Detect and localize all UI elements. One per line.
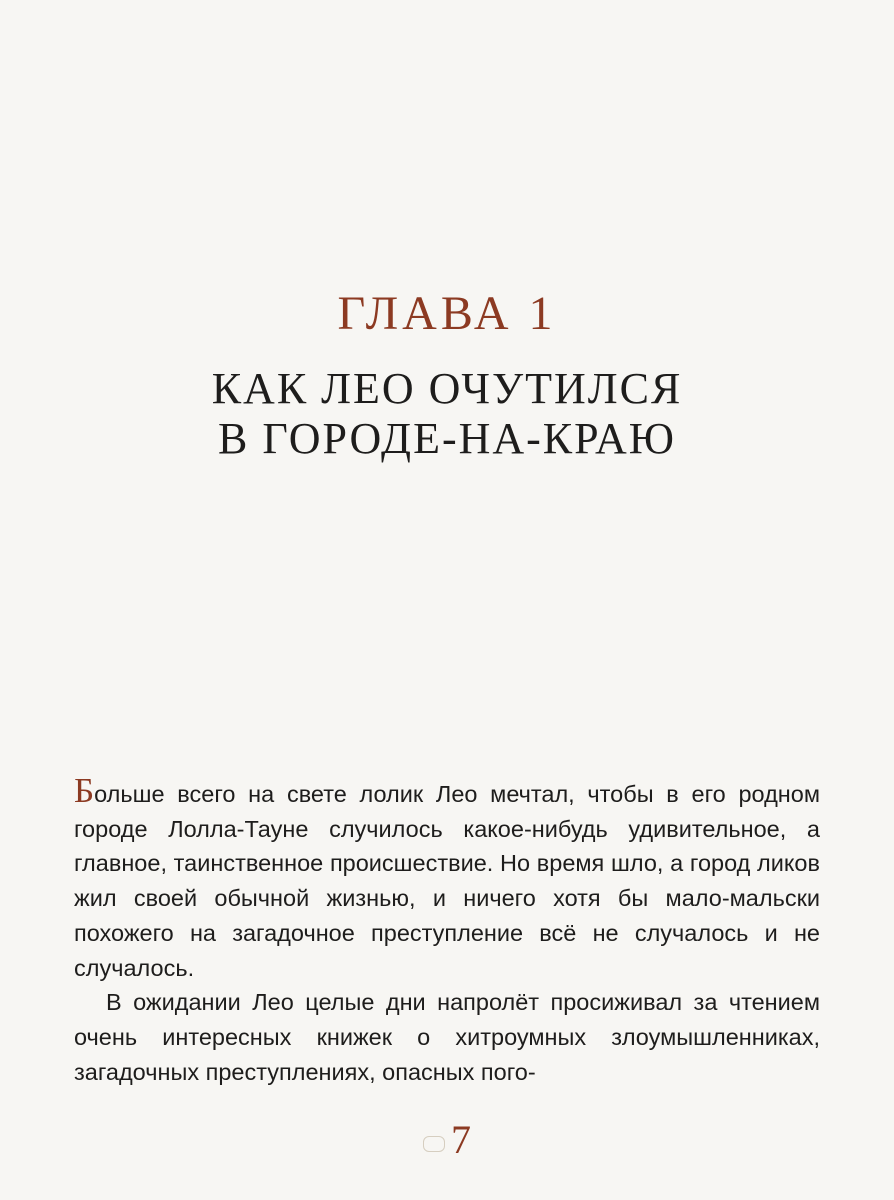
body-text: [74, 773, 820, 1089]
paragraph-1: [74, 773, 820, 985]
page-number: [0, 1116, 894, 1163]
chapter-label: ГЛАВА 1: [337, 287, 557, 340]
ornament-icon: [423, 1136, 445, 1152]
paragraph-2: В ожидании Лео целые дни напролёт просиживал за чтением очень интересных книжек о хитроумных злоумышленниках, загадочных преступлениях, опасных пого-: [74, 989, 820, 1085]
paragraph-1-text: ольше всего на свете лолик Лео мечтал, чтобы в его родном городе Лолла-Тауне случилось какое-нибудь удивительное, а главное, таинственное происшествие. Но время шло, а город ликов жил своей обычной жизнью, и ничего хотя бы мало-мальски похожего на загадочное преступление всё не случалось и не случалось.: [74, 781, 820, 981]
chapter-title-line-2: В ГОРОДЕ-НА-КРАЮ: [218, 414, 676, 463]
chapter-title: [0, 364, 894, 464]
dropcap: Б: [74, 771, 95, 810]
page-number-value: 7: [451, 1117, 471, 1162]
chapter-title-line-1: КАК ЛЕО ОЧУТИЛСЯ: [211, 364, 683, 413]
